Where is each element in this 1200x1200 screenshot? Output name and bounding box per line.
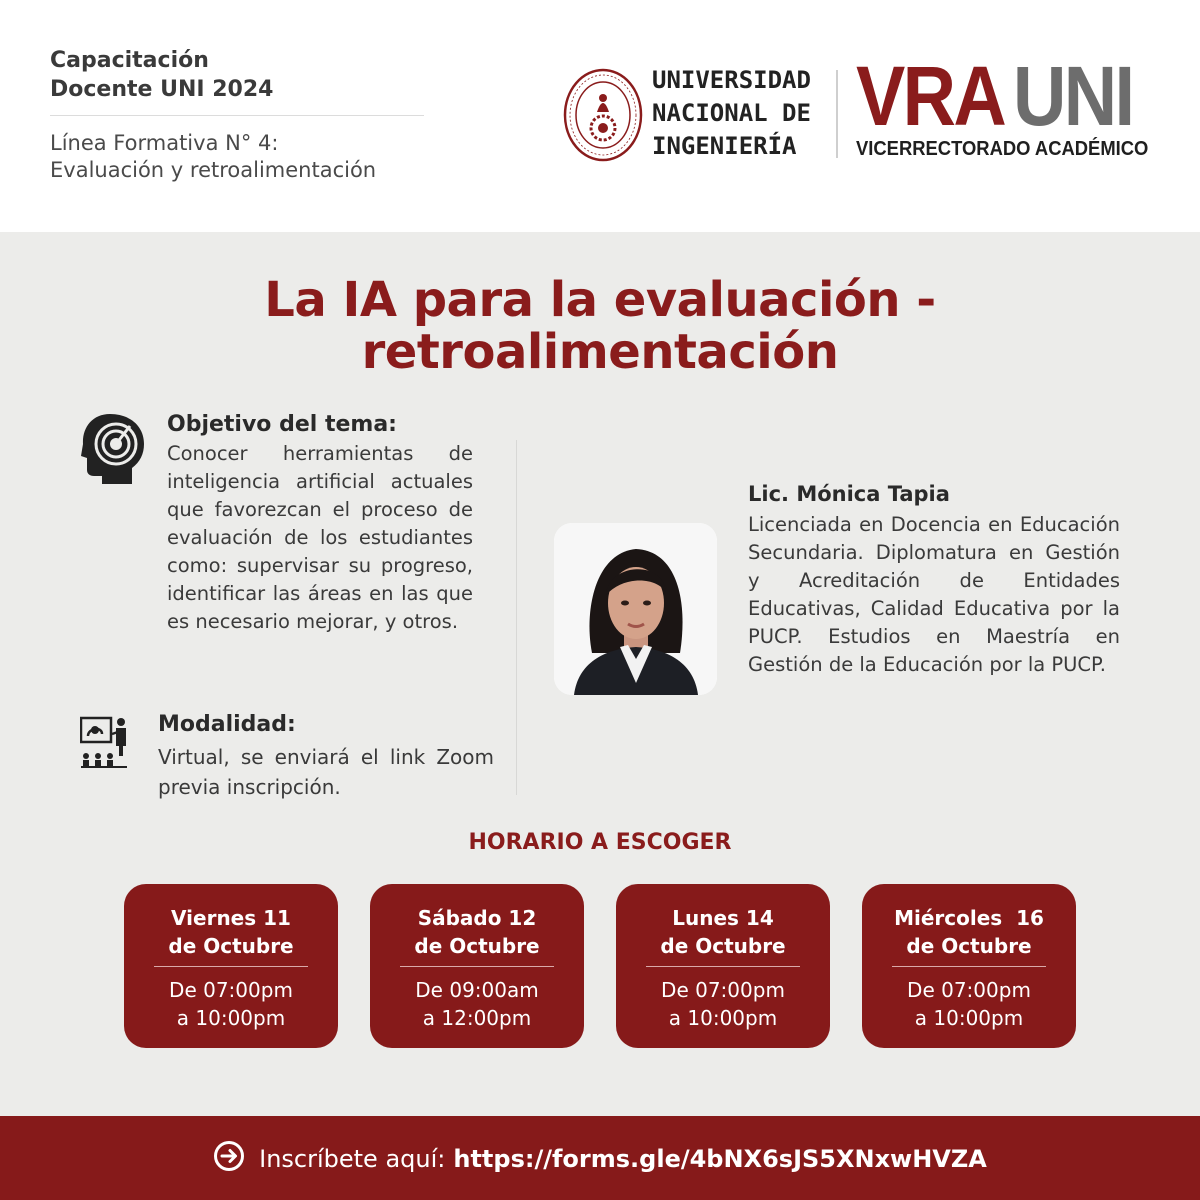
presentation-icon xyxy=(80,716,130,768)
header-title-line1: Capacitación xyxy=(50,48,209,73)
card-divider xyxy=(154,966,308,967)
university-name-line2: NACIONAL DE xyxy=(652,99,811,127)
schedule-option-day: Viernes 11 xyxy=(171,906,291,930)
schedule-option-month: de Octubre xyxy=(168,934,294,958)
university-seal-icon xyxy=(563,68,643,162)
footer xyxy=(0,1116,1200,1200)
schedule-option-day: Lunes 14 xyxy=(672,906,774,930)
column-divider xyxy=(516,440,517,795)
header-divider xyxy=(50,115,424,116)
arrow-circle-icon xyxy=(213,1140,245,1172)
schedule-option-month: de Octubre xyxy=(906,934,1032,958)
registration-label: Inscríbete aquí: xyxy=(259,1145,446,1173)
speaker-photo xyxy=(554,523,717,695)
schedule-option-time xyxy=(862,976,1076,1032)
schedule-option-time-end: a 10:00pm xyxy=(914,1006,1024,1030)
modality-title: Modalidad: xyxy=(158,712,296,737)
card-divider xyxy=(646,966,800,967)
header-subtitle-line1: Línea Formativa N° 4: xyxy=(50,131,279,155)
schedule-option-date xyxy=(370,904,584,960)
speaker-bio: Licenciada en Docencia en Educación Secundaria. Diplomatura en Gestión y Acreditación de Entidades Educativas, Calidad Educativa por la PUCP. Estudios en Maestría en Gestión de la Educación por la PUCP. xyxy=(748,513,1120,676)
university-name-line3: INGENIERÍA xyxy=(652,132,797,160)
schedule-option-card[interactable] xyxy=(862,884,1076,1048)
page-title-line1: La IA para la evaluación - xyxy=(264,272,936,328)
schedule-option-card[interactable] xyxy=(370,884,584,1048)
vra-logo-part2: UNI xyxy=(1012,49,1133,143)
registration-bar xyxy=(0,1142,1200,1175)
vra-logo-part1: VRA xyxy=(856,49,1005,143)
schedule-title: HORARIO A ESCOGER xyxy=(468,830,732,855)
schedule-option-time-start: De 07:00pm xyxy=(661,978,785,1002)
schedule-option-time xyxy=(370,976,584,1032)
registration-link[interactable]: https://forms.gle/4bNX6sJS5XNxwHVZA xyxy=(453,1145,987,1173)
vra-logo-text xyxy=(856,49,1133,143)
page-title-line2: retroalimentación xyxy=(361,324,839,380)
schedule-option-time-start: De 07:00pm xyxy=(169,978,293,1002)
vra-subtitle: VICERRECTORADO ACADÉMICO xyxy=(856,138,1149,160)
schedule-option-time-end: a 12:00pm xyxy=(422,1006,532,1030)
schedule-option-time xyxy=(616,976,830,1032)
schedule-option-month: de Octubre xyxy=(414,934,540,958)
speaker-portrait-image xyxy=(554,523,717,695)
vra-uni-logo xyxy=(856,49,1156,166)
objective-text: Conocer herramientas de inteligencia artificial actuales que favorezcan el proceso de evaluación de los estudiantes como: supervisar su progreso, identificar las áreas en las que es necesario mejorar, y otros. xyxy=(167,442,473,633)
schedule-option-day: Sábado 12 xyxy=(417,906,537,930)
page-title xyxy=(0,274,1200,378)
schedule-option-card[interactable] xyxy=(124,884,338,1048)
schedule-option-date xyxy=(862,904,1076,960)
brain-target-icon xyxy=(80,412,146,484)
objective-title: Objetivo del tema: xyxy=(167,412,397,437)
header-subtitle xyxy=(50,130,470,184)
schedule-option-month: de Octubre xyxy=(660,934,786,958)
speaker-name: Lic. Mónica Tapia xyxy=(748,482,950,506)
header-subtitle-line2: Evaluación y retroalimentación xyxy=(50,158,377,182)
university-name xyxy=(652,64,822,163)
schedule-option-time-start: De 09:00am xyxy=(415,978,539,1002)
schedule-option-time-start: De 07:00pm xyxy=(907,978,1031,1002)
schedule-option-date xyxy=(124,904,338,960)
schedule-option-card[interactable] xyxy=(616,884,830,1048)
card-divider xyxy=(400,966,554,967)
schedule-option-time xyxy=(124,976,338,1032)
header-title-line2: Docente UNI 2024 xyxy=(50,77,274,102)
schedule-option-date xyxy=(616,904,830,960)
header xyxy=(0,0,1200,232)
header-title xyxy=(50,46,370,104)
schedule-option-day: Miércoles 16 xyxy=(894,906,1044,930)
card-divider xyxy=(892,966,1046,967)
schedule-option-time-end: a 10:00pm xyxy=(176,1006,286,1030)
logo-divider xyxy=(836,70,838,158)
modality-text: Virtual, se enviará el link Zoom previa inscripción. xyxy=(158,745,494,799)
university-name-line1: UNIVERSIDAD xyxy=(652,66,811,94)
schedule-option-time-end: a 10:00pm xyxy=(668,1006,778,1030)
